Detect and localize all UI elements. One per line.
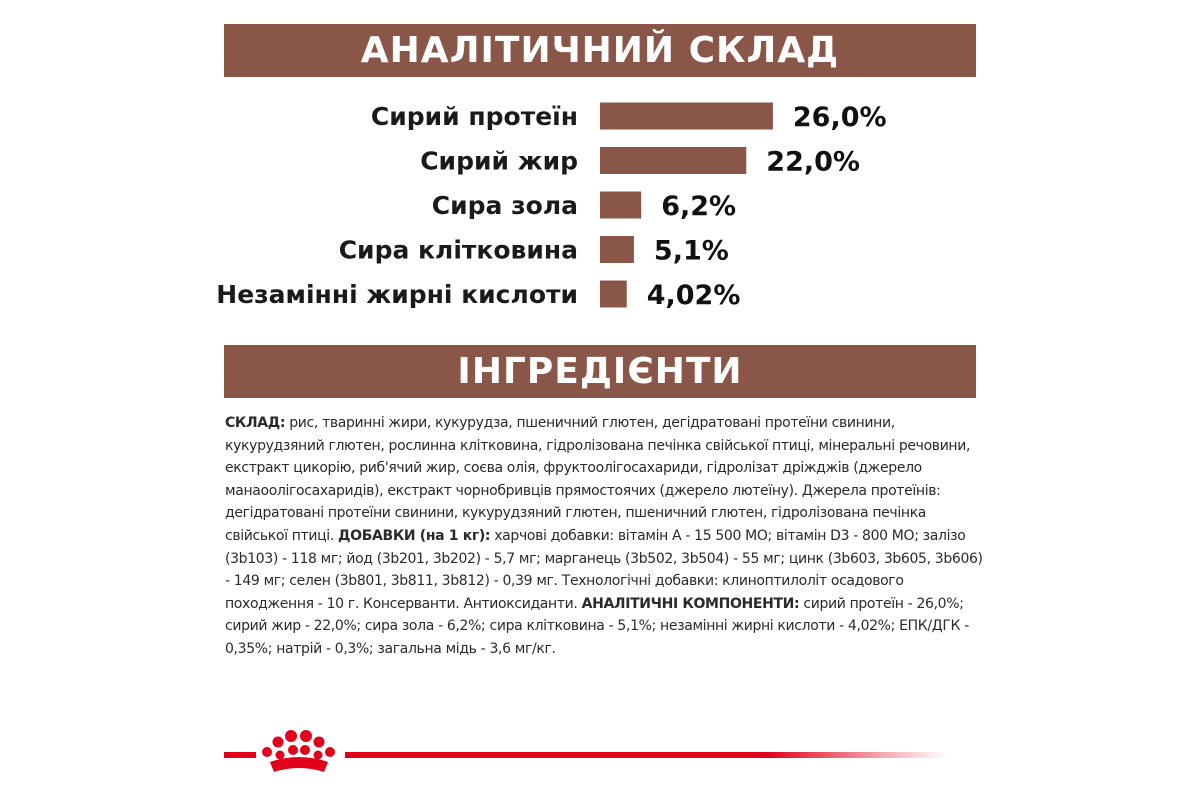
analytic-components-label: АНАЛІТИЧНІ КОМПОНЕНТИ: bbox=[581, 595, 800, 612]
bar bbox=[600, 236, 634, 263]
bar bbox=[600, 192, 641, 219]
ingredients-section-title: ІНГРЕДІЄНТИ bbox=[224, 345, 976, 398]
nutrient-bar-chart bbox=[0, 0, 1200, 340]
value-label: 22,0% bbox=[766, 146, 860, 178]
analytic-components-text: сирий протеїн - 26,0%; сирий жир - 22,0%; сира зола - 6,2%; сира клітковина - 5,1%; незамінні жирні кислоти - 4,02%; ЕПК/ДГК - 0,35%; натрій - 0,3%; загальна мідь - 3,6 мг/кг. bbox=[225, 595, 969, 657]
footer-line-right bbox=[345, 752, 947, 758]
category-label: Незамінні жирні кислоти bbox=[216, 280, 578, 309]
footer-line-left bbox=[224, 752, 256, 758]
bar bbox=[600, 281, 627, 308]
value-label: 4,02% bbox=[646, 280, 741, 311]
category-label: Сира клітковина bbox=[338, 235, 578, 265]
bar bbox=[600, 147, 746, 174]
analytic-section-title: АНАЛІТИЧНИЙ СКЛАД bbox=[224, 24, 976, 77]
category-label: Сира зола bbox=[431, 191, 578, 220]
category-label: Сирий протеїн bbox=[370, 102, 578, 131]
additives-text: харчові добавки: вітамін А - 15 500 МО; вітамін D3 - 800 МО; залізо (3b103) - 118 мг; йод (3b201, 3b202) - 5,7 мг; марганець (3b502, 3b504) - 55 мг; цинк (3b603, 3b605, 3b606) - 149 мг; селен (3b801, 3b811, 3b812) - 0,39 мг. Технологічні добавки: клиноптилоліт осадового походження - 10 г. Консерванти. Антиоксиданти. bbox=[225, 527, 983, 612]
composition-text: рис, тваринні жири, кукурудза, пшеничний глютен, дегідратовані протеїни свинини, кукурудзяний глютен, рослинна клітковина, гідролізована печінка свійської птиці, мінеральні речовини, екстракт цикорію, риб'ячий жир, соєва олія, фруктоолігосахариди, гідролізат дріжджів (джерело манаоолігосахаридів), екстракт чорнобривців прямостоячих (джерело лютеїну). Джерела протеїнів: дегідратовані протеїни свинини, кукурудзяний глютен, пшеничний глютен, гідролізована печінка свійської птиці. bbox=[225, 415, 971, 544]
value-label: 26,0% bbox=[792, 102, 887, 133]
bar bbox=[600, 103, 773, 130]
value-label: 6,2% bbox=[661, 191, 737, 222]
crown-icon bbox=[258, 728, 340, 778]
additives-label: ДОБАВКИ (на 1 кг): bbox=[338, 527, 491, 544]
composition-label: СКЛАД: bbox=[225, 415, 286, 431]
category-label: Сирий жир bbox=[420, 146, 578, 176]
ingredients-text bbox=[225, 412, 985, 661]
value-label: 5,1% bbox=[653, 235, 729, 267]
